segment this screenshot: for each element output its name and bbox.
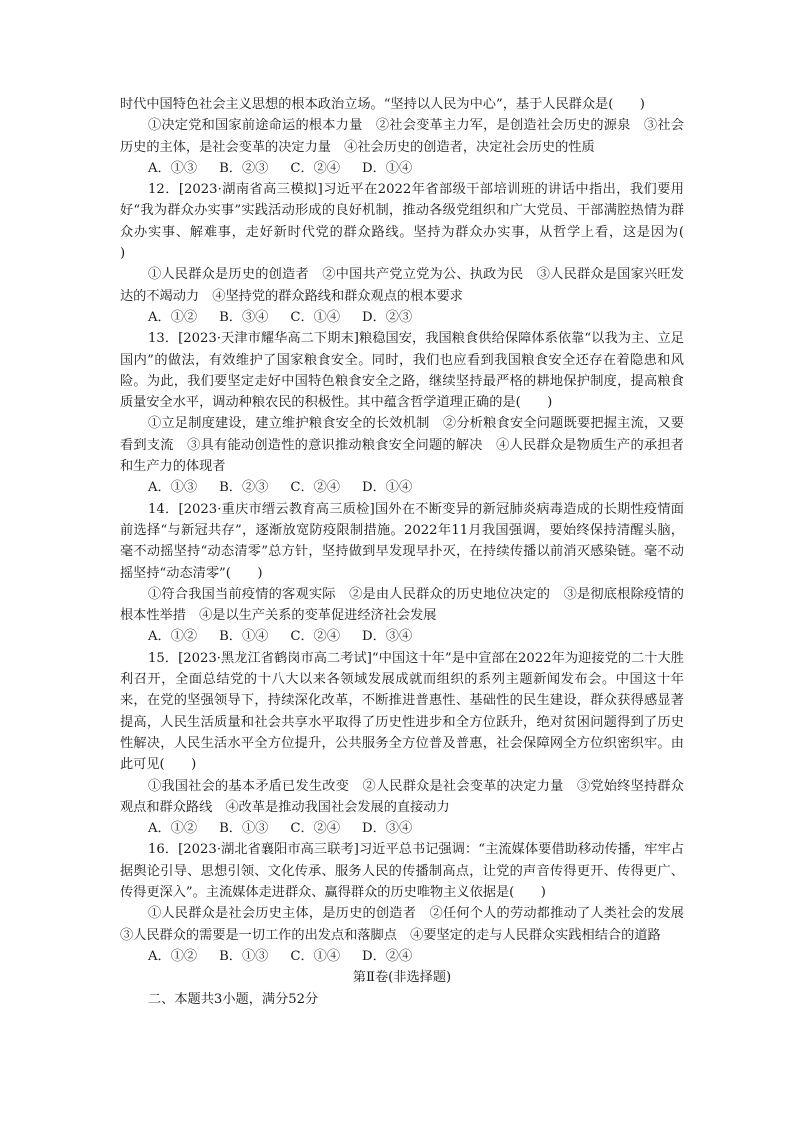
option-a: A．①② (148, 948, 198, 964)
option-a: A．①② (148, 629, 198, 645)
question-14 (120, 499, 684, 648)
option-b: B．①④ (219, 629, 269, 645)
question-14-statements: ①符合我国当前疫情的客观实际 ②是由人民群众的历史地位决定的 ③是彻底根除疫情的根本性举措 ④是以生产关系的变革促进经济社会发展 (120, 586, 684, 624)
question-13-stem: 13．[2023·天津市耀华高二下期末]粮稳国安，我国粮食供给保障体系依靠“以我为主、立足国内”的做法，有效维护了国家粮食安全。同时，我们也应看到我国粮食安全还存在着隐患和风险。为此，我们要坚定走好中国特色粮食安全之路，继续坚持最严格的耕地保护制度，提高粮食质量安全水平，调动种粮农民的积极性。其中蕴含哲学道理正确的是( ) (120, 331, 684, 411)
question-11 (120, 94, 684, 179)
question-13-options (120, 477, 684, 498)
question-16-options (120, 946, 684, 967)
question-12-statements: ①人民群众是历史的创造者 ②中国共产党立党为公、执政为民 ③人民群众是国家兴旺发达的不竭动力 ④坚持党的群众路线和群众观点的根本要求 (120, 267, 684, 304)
option-b: B．②③ (219, 480, 269, 496)
question-13-statements: ①立足制度建设，建立维护粮食安全的长效机制 ②分析粮食安全问题既要把握主流，又要看到支流 ③具有能动创造性的意识推动粮食安全问题的解决 ④人民群众是物质生产的承担者和生产力的体现者 (120, 416, 684, 475)
option-d: D．③④ (362, 821, 413, 837)
option-d: D．②④ (362, 948, 413, 964)
question-15-stem: 15．[2023·黑龙江省鹤岗市高二考试]“中国这十年”是中宣部在2022年为迎接党的二十大胜利召开，全面总结党的十八大以来各领域发展成就而组织的系列主题新闻发布会。中国这十年来，在党的坚强领导下，持续深化改革，不断推进普惠性、基础性的民生建设，群众获得感显著提高，人民生活质量和社会共享水平取得了历史性进步和全方位跃升，绝对贫困问题得到了历史性解决，人民生活水平全方位提升，公共服务全方位普及普惠，社会保障网全方位织密织牢。由此可见( ) (120, 650, 684, 773)
question-16-stem: 16．[2023·湖北省襄阳市高三联考]习近平总书记强调：“主流媒体要借助移动传播，牢牢占据舆论引导、思想引领、文化传承、服务人民的传播制高点，让党的声音传得更开、传得更广、传得更深入”。主流媒体走进群众、赢得群众的历史唯物主义依据是( ) (120, 842, 684, 900)
part-2-heading: 二、本题共3小题，满分52分 (148, 992, 319, 1008)
question-16-statements: ①人民群众是社会历史主体，是历史的创造者 ②任何个人的劳动都推动了人类社会的发展 ③人民群众的需要是一切工作的出发点和落脚点 ④要坚定的走与人民群众实践相结合的道路 (120, 906, 698, 943)
option-d: D．③④ (362, 629, 413, 645)
option-d: D．②③ (362, 309, 413, 325)
question-14-options (120, 626, 684, 647)
question-12-options (120, 307, 684, 328)
option-c: C．①④ (290, 948, 341, 964)
option-a: A．①③ (148, 480, 198, 496)
option-b: B．①③ (219, 821, 269, 837)
option-a: A．①③ (148, 160, 198, 176)
option-b: B．③④ (219, 309, 269, 325)
option-c: C．②④ (290, 160, 341, 176)
option-d: D．①④ (362, 160, 413, 176)
question-11-stem-tail: 时代中国特色社会主义思想的根本政治立场。“坚持以人民为中心”，基于人民群众是( ) (120, 97, 645, 112)
part-2-title: 第Ⅱ卷(非选择题) (352, 970, 452, 986)
question-11-options (120, 158, 684, 179)
option-a: A．①② (148, 821, 198, 837)
option-b: B．①③ (219, 948, 269, 964)
question-15-options (120, 818, 684, 839)
question-16 (120, 839, 698, 967)
question-12-stem: 12．[2023·湖南省高三模拟]习近平在2022年省部级干部培训班的讲话中指出，我们要用好“我为群众办实事”实践活动形成的良好机制，推动各级党组织和广大党员、干部满腔热情为群众办实事、解难事，走好新时代党的群众路线。坚持为群众办实事，从哲学上看，这是因为( ) (120, 182, 711, 262)
option-a: A．①② (148, 309, 198, 325)
option-c: C．①④ (290, 309, 341, 325)
question-14-stem: 14．[2023·重庆市缙云教育高三质检]国外在不断变异的新冠肺炎病毒造成的长期性疫情面前选择“与新冠共存”，逐渐放宽防疫限制措施。2022年11月我国强调，要始终保持清醒头脑，毫不动摇坚持“动态清零”总方针，坚持做到早发现早扑灭，在持续传播以前消灭感染链。毫不动摇坚持“动态清零”( ) (120, 501, 684, 581)
question-15 (120, 648, 684, 840)
question-15-statements: ①我国社会的基本矛盾已发生改变 ②人民群众是社会变革的决定力量 ③党始终坚持群众观点和群众路线 ④改革是推动我国社会发展的直接动力 (120, 778, 684, 815)
option-c: C．②④ (290, 480, 341, 496)
option-b: B．②③ (219, 160, 269, 176)
option-c: C．②④ (290, 629, 341, 645)
question-11-statements: ①决定党和国家前途命运的根本力量 ②社会变革主力军，是创造社会历史的源泉 ③社会历史的主体，是社会变革的决定力量 ④社会历史的创造者，决定社会历史的性质 (120, 118, 684, 155)
option-d: D．①④ (362, 480, 413, 496)
question-13 (120, 328, 684, 498)
question-12 (120, 179, 711, 328)
option-c: C．②④ (290, 821, 341, 837)
